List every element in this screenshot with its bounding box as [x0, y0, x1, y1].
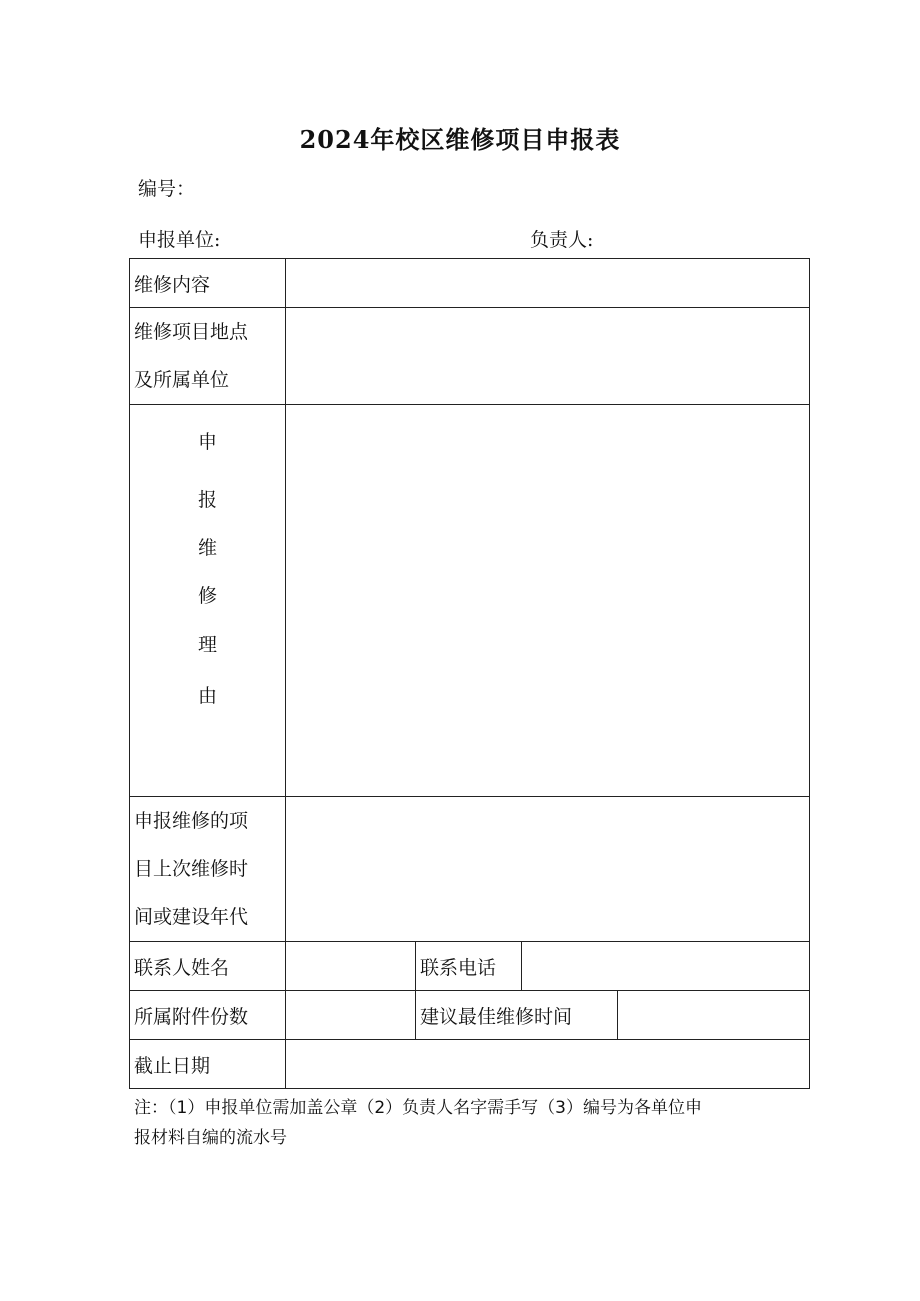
best-time-label-cell — [416, 991, 618, 1040]
content-label: 维修内容 — [134, 273, 211, 296]
content-input-cell[interactable] — [286, 259, 810, 308]
location-label-line: 及所属单位 — [134, 369, 230, 391]
attachments-input-cell[interactable] — [286, 991, 416, 1040]
last-repair-label-line: 间或建设年代 — [134, 906, 249, 928]
deadline-label: 截止日期 — [134, 1054, 211, 1077]
last-repair-label-line: 目上次维修时 — [134, 858, 249, 880]
deadline-label-cell — [130, 1040, 286, 1089]
reason-label-char: 报 — [197, 489, 217, 511]
last-repair-label-cell — [130, 797, 286, 942]
contact-name-label: 联系人姓名 — [134, 956, 230, 979]
location-label-cell — [130, 308, 286, 405]
contact-phone-label: 联系电话 — [420, 956, 497, 979]
reason-label-char: 理 — [197, 634, 217, 656]
reason-label-char: 维 — [197, 537, 217, 559]
unit-label: 申报单位: — [138, 229, 221, 251]
best-time-input-cell[interactable] — [618, 991, 810, 1040]
person-label: 负责人: — [530, 229, 594, 251]
document-title: 2024年校区维修项目申报表 — [299, 125, 621, 154]
reason-label-char: 由 — [197, 685, 217, 707]
table-row — [130, 405, 810, 797]
application-form-table — [129, 258, 810, 1089]
reason-label-char: 修 — [197, 585, 217, 607]
contact-phone-input-cell[interactable] — [522, 942, 810, 991]
last-repair-input-cell[interactable] — [286, 797, 810, 942]
table-row — [130, 942, 810, 991]
last-repair-label-line: 申报维修的项 — [134, 810, 249, 832]
location-input-cell[interactable] — [286, 308, 810, 405]
number-label: 编号： — [138, 178, 196, 200]
table-row — [130, 797, 810, 942]
attachments-label: 所属附件份数 — [134, 1005, 249, 1028]
table-row — [130, 259, 810, 308]
contact-name-label-cell — [130, 942, 286, 991]
content-label-cell — [130, 259, 286, 308]
contact-name-input-cell[interactable] — [286, 942, 416, 991]
table-row — [130, 991, 810, 1040]
table-row — [130, 308, 810, 405]
attachments-label-cell — [130, 991, 286, 1040]
best-time-label: 建议最佳维修时间 — [420, 1005, 573, 1028]
footnote-line: 报材料自编的流水号 — [134, 1128, 287, 1148]
reason-label-char: 申 — [197, 431, 217, 453]
location-label-line: 维修项目地点 — [134, 321, 249, 343]
reason-label-cell — [130, 405, 286, 797]
contact-phone-label-cell — [416, 942, 522, 991]
table-row — [130, 1040, 810, 1089]
footnote — [134, 1093, 774, 1153]
footnote-line: 注：（1）申报单位需加盖公章（2）负责人名字需手写（3）编号为各单位申 — [134, 1098, 702, 1118]
reason-input-cell[interactable] — [286, 405, 810, 797]
deadline-input-cell[interactable] — [286, 1040, 810, 1089]
